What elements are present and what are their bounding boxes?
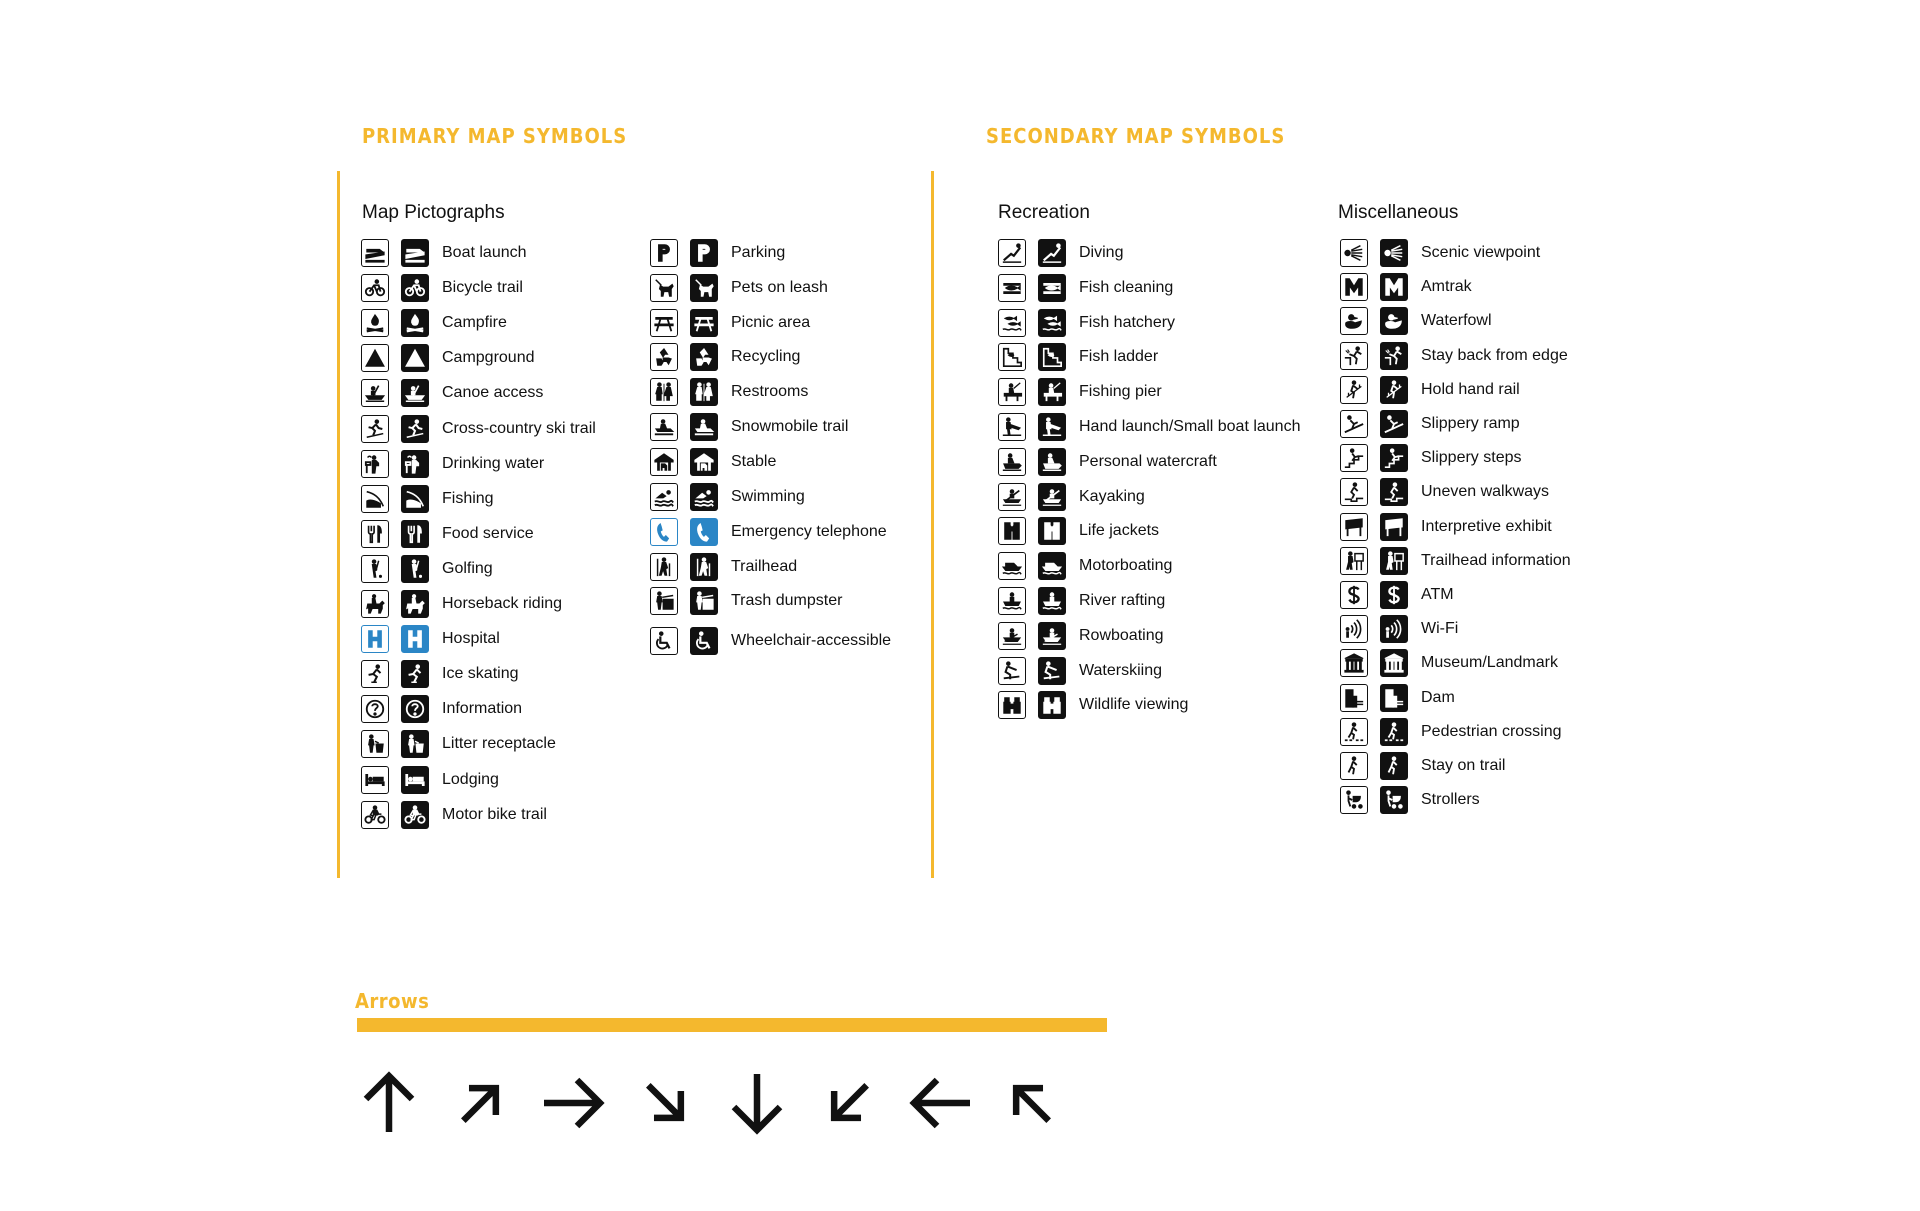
binoculars-solid-icon <box>1038 691 1066 719</box>
legend-item-label: Trailhead information <box>1421 551 1571 569</box>
uneven-walkway-outline-icon <box>1340 478 1368 506</box>
stay-on-trail-outline-icon <box>1340 752 1368 780</box>
legend-item-diving <box>998 238 1123 268</box>
fish-ladder-solid-icon <box>1038 343 1066 371</box>
stay-on-trail-solid-icon <box>1380 752 1408 780</box>
swimming-solid-icon <box>690 483 718 511</box>
legend-item-slippery-steps <box>1340 443 1522 473</box>
recycling-outline-icon <box>650 343 678 371</box>
legend-item-motor-bike-trail <box>361 800 547 830</box>
rowboat-outline-icon <box>998 622 1026 650</box>
river-rafting-solid-icon <box>1038 587 1066 615</box>
pets-on-leash-solid-icon <box>690 274 718 302</box>
legend-item-ice-skating <box>361 659 518 689</box>
trash-dumpster-outline-icon <box>650 587 678 615</box>
scenic-viewpoint-outline-icon <box>1340 239 1368 267</box>
dam-outline-icon <box>1340 684 1368 712</box>
fishing-solid-icon <box>401 485 429 513</box>
legend-item-label: Campfire <box>442 314 507 332</box>
canoe-outline-icon <box>361 379 389 407</box>
legend-item-label: Interpretive exhibit <box>1421 517 1552 535</box>
slippery-steps-solid-icon <box>1380 444 1408 472</box>
legend-item-label: Parking <box>731 244 786 261</box>
canoe-solid-icon <box>401 379 429 407</box>
arrow-down-left-icon <box>814 1068 884 1138</box>
legend-item-campfire <box>361 308 507 338</box>
arrow-down-right-icon <box>631 1068 701 1138</box>
legend-item-label: Boat launch <box>442 244 527 261</box>
horseback-riding-outline-icon <box>361 590 389 618</box>
legend-item-label: Fish cleaning <box>1079 278 1174 296</box>
cross-country-ski-outline-icon <box>361 415 389 443</box>
legend-item-motorboating <box>998 551 1172 581</box>
museum-solid-icon <box>1380 649 1408 677</box>
picnic-table-solid-icon <box>690 309 718 337</box>
golfing-outline-icon <box>361 555 389 583</box>
trailhead-information-outline-icon <box>1340 547 1368 575</box>
bicycle-outline-icon <box>361 274 389 302</box>
legend-item-emergency-telephone <box>650 517 887 547</box>
horseback-riding-solid-icon <box>401 590 429 618</box>
legend-item-label: Trailhead <box>731 558 798 575</box>
legend-item-stable <box>650 447 776 477</box>
stable-solid-icon <box>690 448 718 476</box>
trailhead-hiker-outline-icon <box>650 553 678 581</box>
pedestrian-crossing-solid-icon <box>1380 718 1408 746</box>
hand-launch-outline-icon <box>998 413 1026 441</box>
uneven-walkway-solid-icon <box>1380 478 1408 506</box>
legend-item-label: Litter receptacle <box>442 735 556 753</box>
legend-item-litter-receptacle <box>361 729 556 759</box>
legend-item-personal-watercraft <box>998 447 1217 477</box>
legend-item-trailhead-information <box>1340 546 1571 576</box>
hand-rail-outline-icon <box>1340 376 1368 404</box>
rowboat-solid-icon <box>1038 622 1066 650</box>
slippery-ramp-outline-icon <box>1340 410 1368 438</box>
legend-item-label: Swimming <box>731 488 805 505</box>
information-outline-icon <box>361 695 389 723</box>
legend-item-campground <box>361 343 535 373</box>
legend-item-label: Wildlife viewing <box>1079 696 1189 714</box>
personal-watercraft-solid-icon <box>1038 448 1066 476</box>
food-service-outline-icon <box>361 520 389 548</box>
legend-item-label: Fish hatchery <box>1079 313 1176 331</box>
legend-item-label: Fishing <box>442 489 494 507</box>
life-jacket-solid-icon <box>1038 517 1066 545</box>
legend-item-information <box>361 694 522 724</box>
boat-launch-solid-icon <box>401 239 429 267</box>
diving-outline-icon <box>998 239 1026 267</box>
legend-item-label: Restrooms <box>731 383 809 400</box>
campfire-solid-icon <box>401 309 429 337</box>
restrooms-outline-icon <box>650 378 678 406</box>
legend-item-label: Personal watercraft <box>1079 452 1217 470</box>
legend-item-stay-on-trail <box>1340 751 1505 781</box>
secondary-section-title: SECONDARY MAP SYMBOLS <box>986 124 1286 148</box>
legend-item-label: Uneven walkways <box>1421 483 1550 501</box>
legend-item-label: Wheelchair-accessible <box>731 632 892 649</box>
legend-item-label: Information <box>442 700 523 718</box>
kayaking-outline-icon <box>998 483 1026 511</box>
fish-cleaning-solid-icon <box>1038 274 1066 302</box>
legend-item-lodging <box>361 765 499 795</box>
scenic-viewpoint-solid-icon <box>1380 239 1408 267</box>
legend-item-cross-country-ski-trail <box>361 414 596 444</box>
museum-outline-icon <box>1340 649 1368 677</box>
legend-item-food-service <box>361 519 534 549</box>
bicycle-solid-icon <box>401 274 429 302</box>
ice-skating-solid-icon <box>401 660 429 688</box>
amtrak-outline-icon <box>1340 273 1368 301</box>
recreation-heading: Recreation <box>998 202 1090 223</box>
legend-item-label: Campground <box>442 349 535 367</box>
river-rafting-outline-icon <box>998 587 1026 615</box>
motor-bike-outline-icon <box>361 801 389 829</box>
motorboat-outline-icon <box>998 552 1026 580</box>
miscellaneous-heading: Miscellaneous <box>1338 202 1459 223</box>
arrow-left-icon <box>906 1068 976 1138</box>
arrow-up-left-icon <box>996 1068 1066 1138</box>
legend-item-label: Recycling <box>731 348 801 365</box>
campground-tent-solid-icon <box>401 344 429 372</box>
legend-item-fish-cleaning <box>998 273 1173 303</box>
duck-outline-icon <box>1340 307 1368 335</box>
arrows-underline-bar <box>357 1018 1107 1032</box>
wifi-solid-icon <box>1380 615 1408 643</box>
legend-item-atm <box>1340 580 1454 610</box>
legend-item-dam <box>1340 683 1455 713</box>
legend-item-hand-launch-small-boat-launch <box>998 412 1300 442</box>
legend-item-rowboating <box>998 621 1164 651</box>
wifi-outline-icon <box>1340 615 1368 643</box>
legend-item-label: Hospital <box>442 630 500 648</box>
legend-item-hospital <box>361 624 500 654</box>
litter-receptacle-outline-icon <box>361 730 389 758</box>
trailhead-information-solid-icon <box>1380 547 1408 575</box>
legend-item-canoe-access <box>361 378 543 408</box>
legend-item-label: Wi-Fi <box>1421 620 1459 638</box>
legend-item-waterskiing <box>998 656 1162 686</box>
pets-on-leash-outline-icon <box>650 274 678 302</box>
binoculars-outline-icon <box>998 691 1026 719</box>
legend-item-hold-hand-rail <box>1340 375 1520 405</box>
legend-item-label: Canoe access <box>442 384 544 402</box>
slippery-ramp-solid-icon <box>1380 410 1408 438</box>
parking-outline-icon <box>650 239 678 267</box>
legend-item-label: Stable <box>731 453 777 470</box>
diving-solid-icon <box>1038 239 1066 267</box>
boat-launch-outline-icon <box>361 239 389 267</box>
arrow-up-right-icon <box>446 1068 516 1138</box>
atm-dollar-solid-icon <box>1380 581 1408 609</box>
legend-item-bicycle-trail <box>361 273 523 303</box>
legend-item-trailhead <box>650 552 797 582</box>
legend-item-drinking-water <box>361 449 544 479</box>
interpretive-exhibit-solid-icon <box>1380 513 1408 541</box>
legend-item-fishing <box>361 484 494 514</box>
legend-item-label: Pets on leash <box>731 279 828 296</box>
atm-dollar-outline-icon <box>1340 581 1368 609</box>
legend-item-label: Rowboating <box>1079 626 1164 644</box>
parking-solid-icon <box>690 239 718 267</box>
legend-item-label: Fishing pier <box>1079 383 1162 401</box>
legend-item-label: Dam <box>1421 688 1455 706</box>
legend-item-trash-dumpster <box>650 586 842 616</box>
legend-item-label: Pedestrian crossing <box>1421 722 1562 740</box>
arrow-down-icon <box>722 1068 792 1138</box>
legend-item-horseback-riding <box>361 589 562 619</box>
waterskiing-outline-icon <box>998 657 1026 685</box>
ice-skating-outline-icon <box>361 660 389 688</box>
legend-item-restrooms <box>650 377 808 407</box>
legend-item-label: Emergency telephone <box>731 523 887 540</box>
fish-cleaning-outline-icon <box>998 274 1026 302</box>
legend-item-label: Waterfowl <box>1421 312 1492 330</box>
legend-item-stay-back-from-edge <box>1340 341 1568 371</box>
legend-item-label: Amtrak <box>1421 278 1472 296</box>
legend-item-label: Scenic viewpoint <box>1421 244 1541 261</box>
stay-back-edge-solid-icon <box>1380 342 1408 370</box>
slippery-steps-outline-icon <box>1340 444 1368 472</box>
lodging-bed-solid-icon <box>401 766 429 794</box>
legend-item-label: Trash dumpster <box>731 592 843 609</box>
legend-item-label: Museum/Landmark <box>1421 654 1558 672</box>
primary-section-title: PRIMARY MAP SYMBOLS <box>362 124 628 148</box>
secondary-divider <box>931 171 934 878</box>
golfing-solid-icon <box>401 555 429 583</box>
legend-item-museum-landmark <box>1340 648 1558 678</box>
campground-tent-outline-icon <box>361 344 389 372</box>
legend-item-river-rafting <box>998 586 1165 616</box>
hand-rail-solid-icon <box>1380 376 1408 404</box>
dam-solid-icon <box>1380 684 1408 712</box>
legend-item-fishing-pier <box>998 377 1162 407</box>
legend-item-label: Hold hand rail <box>1421 380 1520 398</box>
duck-solid-icon <box>1380 307 1408 335</box>
hospital-outline-icon <box>361 625 389 653</box>
legend-item-label: Kayaking <box>1079 487 1145 505</box>
information-solid-icon <box>401 695 429 723</box>
legend-item-label: Food service <box>442 524 534 542</box>
recycling-solid-icon <box>690 343 718 371</box>
legend-item-label: Motorboating <box>1079 557 1173 575</box>
stroller-outline-icon <box>1340 786 1368 814</box>
fish-hatchery-solid-icon <box>1038 309 1066 337</box>
arrow-right-icon <box>538 1068 608 1138</box>
legend-item-waterfowl <box>1340 306 1492 336</box>
legend-item-label: ATM <box>1421 586 1454 603</box>
waterskiing-solid-icon <box>1038 657 1066 685</box>
drinking-water-outline-icon <box>361 450 389 478</box>
legend-item-label: Strollers <box>1421 791 1480 809</box>
stroller-solid-icon <box>1380 786 1408 814</box>
legend-item-label: Waterskiing <box>1079 661 1162 679</box>
legend-item-label: Slippery steps <box>1421 449 1522 467</box>
picnic-table-outline-icon <box>650 309 678 337</box>
amtrak-solid-icon <box>1380 273 1408 301</box>
legend-item-swimming <box>650 482 805 512</box>
fishing-pier-outline-icon <box>998 378 1026 406</box>
legend-item-wi-fi <box>1340 614 1458 644</box>
map-pictographs-heading: Map Pictographs <box>362 202 505 223</box>
telephone-outline-icon <box>650 518 678 546</box>
fish-ladder-outline-icon <box>998 343 1026 371</box>
legend-item-label: Diving <box>1079 244 1124 261</box>
trailhead-hiker-solid-icon <box>690 553 718 581</box>
legend-item-label: Ice skating <box>442 665 519 683</box>
legend-item-picnic-area <box>650 308 810 338</box>
legend-item-label: Bicycle trail <box>442 279 523 297</box>
legend-item-label: Motor bike trail <box>442 805 547 823</box>
legend-item-label: Golfing <box>442 559 493 577</box>
legend-item-label: Cross-country ski trail <box>442 419 596 437</box>
legend-item-parking <box>650 238 785 268</box>
arrow-up-icon <box>354 1068 424 1138</box>
legend-item-wildlife-viewing <box>998 690 1188 720</box>
stable-outline-icon <box>650 448 678 476</box>
legend-item-amtrak <box>1340 272 1472 302</box>
legend-item-scenic-viewpoint <box>1340 238 1540 268</box>
legend-item-snowmobile-trail <box>650 412 848 442</box>
legend-item-interpretive-exhibit <box>1340 512 1552 542</box>
legend-item-label: River rafting <box>1079 592 1166 609</box>
motorboat-solid-icon <box>1038 552 1066 580</box>
legend-item-label: Drinking water <box>442 454 545 472</box>
personal-watercraft-outline-icon <box>998 448 1026 476</box>
legend-item-fish-ladder <box>998 342 1158 372</box>
legend-item-label: Stay back from edge <box>1421 346 1568 364</box>
legend-item-fish-hatchery <box>998 308 1175 338</box>
legend-item-pedestrian-crossing <box>1340 717 1562 747</box>
legend-item-wheelchair-accessible <box>650 626 891 656</box>
telephone-solid-icon <box>690 518 718 546</box>
hand-launch-solid-icon <box>1038 413 1066 441</box>
lodging-bed-outline-icon <box>361 766 389 794</box>
legend-item-recycling <box>650 342 800 372</box>
cross-country-ski-solid-icon <box>401 415 429 443</box>
fishing-outline-icon <box>361 485 389 513</box>
legend-item-label: Hand launch/Small boat launch <box>1079 418 1301 435</box>
legend-item-label: Picnic area <box>731 314 811 331</box>
fish-hatchery-outline-icon <box>998 309 1026 337</box>
litter-receptacle-solid-icon <box>401 730 429 758</box>
legend-item-label: Life jackets <box>1079 522 1160 540</box>
legend-item-boat-launch <box>361 238 527 268</box>
campfire-outline-icon <box>361 309 389 337</box>
food-service-solid-icon <box>401 520 429 548</box>
pedestrian-crossing-outline-icon <box>1340 718 1368 746</box>
legend-item-strollers <box>1340 785 1480 815</box>
motor-bike-solid-icon <box>401 801 429 829</box>
legend-item-label: Slippery ramp <box>1421 415 1520 432</box>
wheelchair-outline-icon <box>650 627 678 655</box>
legend-item-golfing <box>361 554 493 584</box>
legend-item-life-jackets <box>998 516 1159 546</box>
legend-item-label: Snowmobile trail <box>731 418 849 435</box>
legend-item-uneven-walkways <box>1340 477 1549 507</box>
legend-item-label: Lodging <box>442 770 499 788</box>
legend-item-label: Stay on trail <box>1421 757 1506 774</box>
trash-dumpster-solid-icon <box>690 587 718 615</box>
wheelchair-solid-icon <box>690 627 718 655</box>
fishing-pier-solid-icon <box>1038 378 1066 406</box>
hospital-solid-icon <box>401 625 429 653</box>
arrows-heading: Arrows <box>355 989 430 1013</box>
primary-divider <box>337 171 340 878</box>
life-jacket-outline-icon <box>998 517 1026 545</box>
swimming-outline-icon <box>650 483 678 511</box>
restrooms-solid-icon <box>690 378 718 406</box>
interpretive-exhibit-outline-icon <box>1340 513 1368 541</box>
drinking-water-solid-icon <box>401 450 429 478</box>
legend-item-slippery-ramp <box>1340 409 1520 439</box>
legend-item-label: Horseback riding <box>442 595 563 612</box>
legend-item-pets-on-leash <box>650 273 828 303</box>
kayaking-solid-icon <box>1038 483 1066 511</box>
snowmobile-outline-icon <box>650 413 678 441</box>
snowmobile-solid-icon <box>690 413 718 441</box>
legend-item-kayaking <box>998 482 1145 512</box>
stay-back-edge-outline-icon <box>1340 342 1368 370</box>
legend-item-label: Fish ladder <box>1079 348 1159 366</box>
